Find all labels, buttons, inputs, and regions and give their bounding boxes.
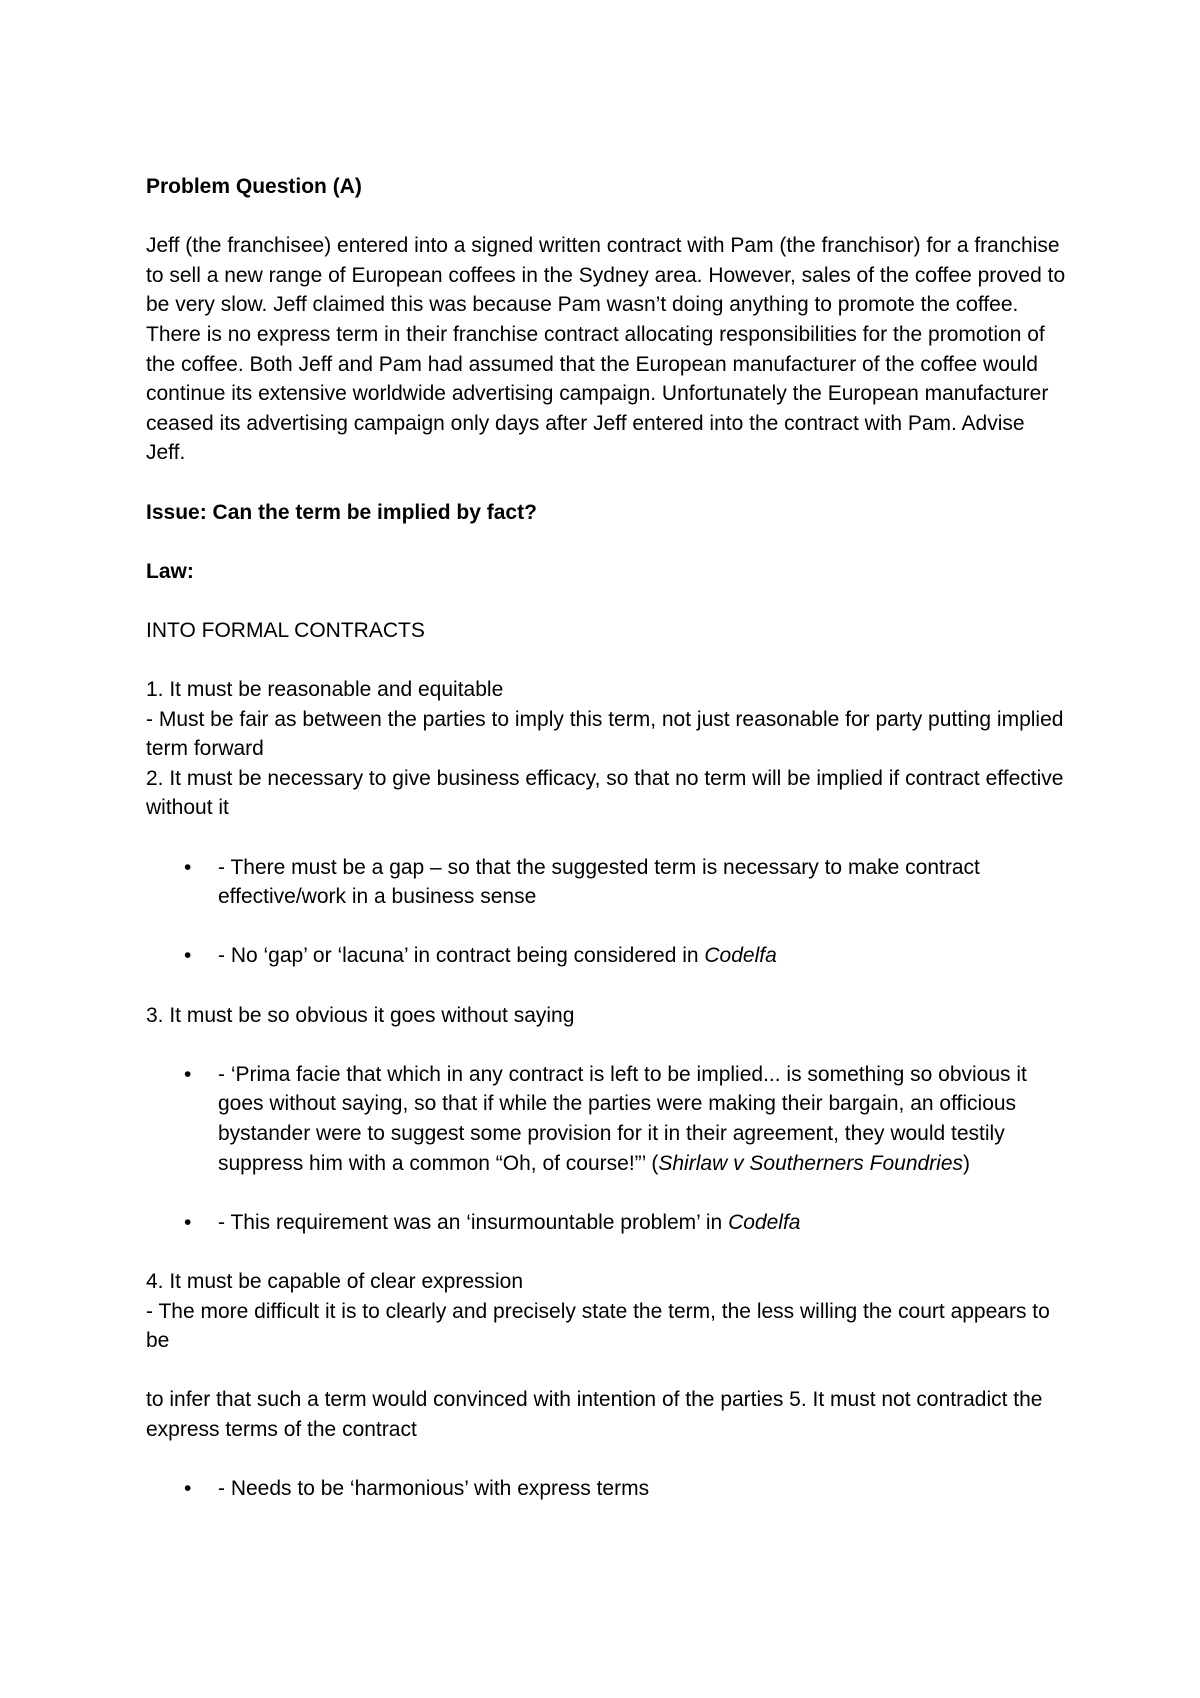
bullet-text: - ‘Prima facie that which in any contract is left to be implied... is something so obvious it goes without saying, so that if while the parties were making their bargain, an officious bystander were to suggest some provision for it in their agreement, they would testily suppress him with a common “Oh, of course!”’ ( (218, 1062, 1027, 1175)
requirement-2-title: 2. It must be necessary to give business efficacy, so that no term will be implied if contract effective without it (146, 766, 1064, 820)
bullet-text-end: ) (963, 1151, 971, 1175)
requirement-3-title: 3. It must be so obvious it goes without saying (146, 1003, 575, 1027)
issue-heading: Issue: Can the term be implied by fact? (146, 500, 537, 524)
list-item (146, 1208, 1066, 1238)
list-item (146, 941, 1066, 971)
case-name: Shirlaw v Southerners Foundries (658, 1151, 964, 1175)
list-item (146, 1474, 1066, 1504)
bullet-text: - No ‘gap’ or ‘lacuna’ in contract being considered in (218, 944, 705, 968)
bullet-text: - There must be a gap – so that the suggested term is necessary to make contract effective/work in a business sense (218, 855, 980, 909)
bullet-icon: • (184, 1477, 192, 1501)
bullet-icon: • (184, 1062, 192, 1086)
section-heading: INTO FORMAL CONTRACTS (146, 618, 425, 642)
bullet-icon: • (184, 1210, 192, 1234)
bullet-text: - This requirement was an ‘insurmountable problem’ in (218, 1210, 729, 1234)
case-name: Codelfa (728, 1210, 801, 1234)
bullet-text: - Needs to be ‘harmonious’ with express terms (218, 1477, 650, 1501)
requirement-1-title: 1. It must be reasonable and equitable (146, 678, 504, 702)
requirement-5-paragraph: to infer that such a term would convinced with intention of the parties 5. It must not contradict the express terms of the contract (146, 1388, 1043, 1441)
list-item (146, 1060, 1066, 1178)
document-page (146, 172, 1066, 1504)
requirement-4-title: 4. It must be capable of clear expression (146, 1269, 524, 1293)
requirement-1-detail: - Must be fair as between the parties to imply this term, not just reasonable for party putting implied term forward (146, 707, 1064, 761)
problem-paragraph: Jeff (the franchisee) entered into a signed written contract with Pam (the franchisor) for a franchise to sell a new range of European coffees in the Sydney area. However, sales of the coffee proved to be very slow. Jeff claimed this was because Pam wasn’t doing anything to promote the coffee. There is no express term in their franchise contract allocating responsibilities for the promotion of the coffee. Both Jeff and Pam had assumed that the European manufacturer of the coffee would continue its extensive worldwide advertising campaign. Unfortunately the European manufacturer ceased its advertising campaign only days after Jeff entered into the contract with Pam. Advise Jeff. (146, 234, 1066, 465)
requirement-4-detail: - The more difficult it is to clearly and precisely state the term, the less willing the court appears to be (146, 1299, 1050, 1353)
list-item (146, 853, 1066, 912)
law-heading: Law: (146, 559, 194, 583)
bullet-icon: • (184, 944, 192, 968)
case-name: Codelfa (704, 944, 777, 968)
document-title: Problem Question (A) (146, 175, 362, 198)
bullet-icon: • (184, 855, 192, 879)
